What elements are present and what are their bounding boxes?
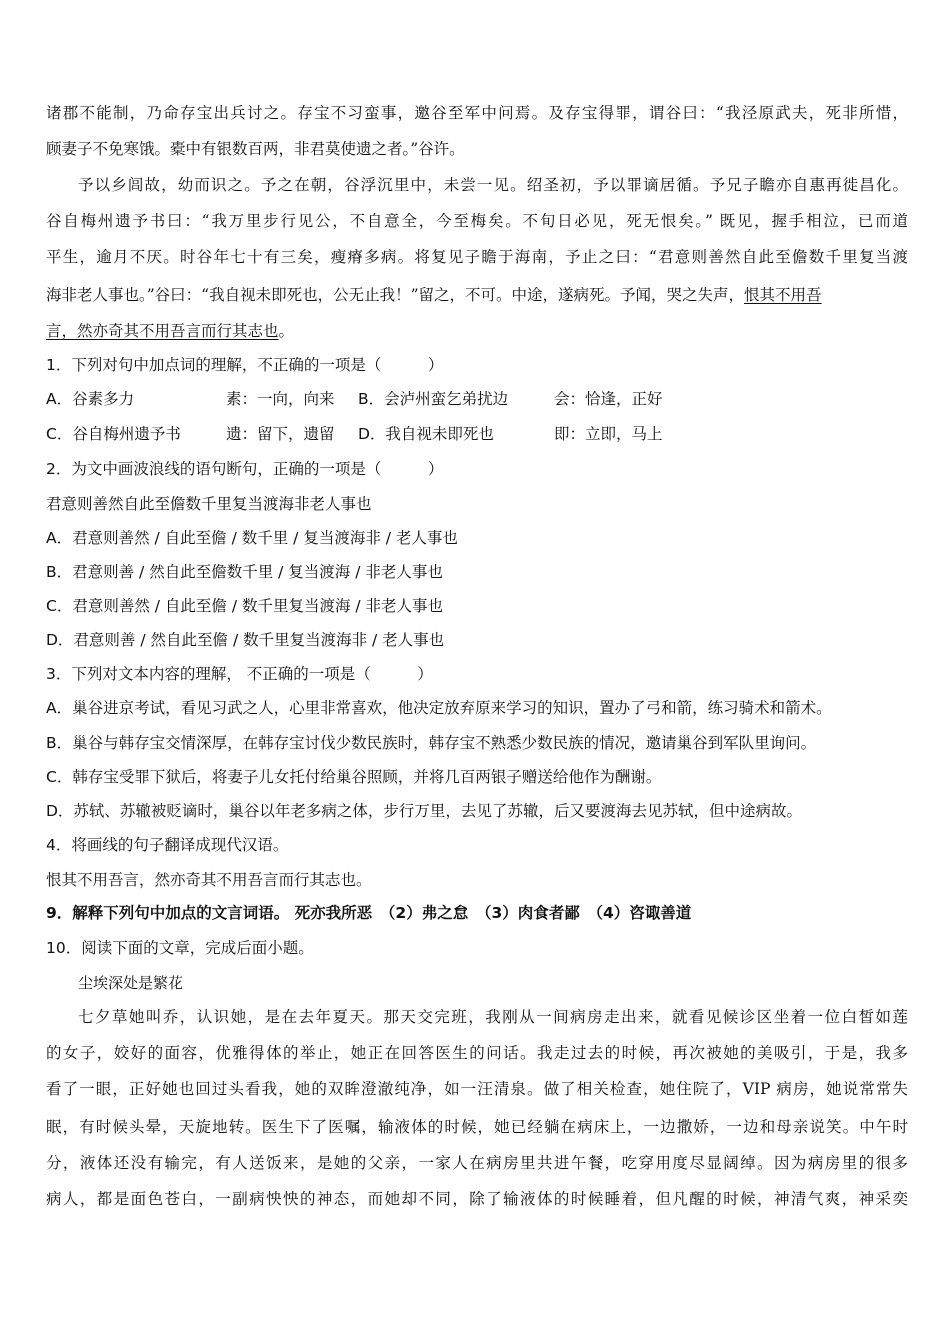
article-line-1: 七夕草她叫乔，认识她，是在去年夏天。那天交完班，我刚从一间病房走出来，就看见候诊区坐着一位白皙如莲 <box>78 1008 908 1026</box>
passage-line-6-text: 海非老人事也。”谷曰：“我自视未即死也，公无止我！”留之，不可。中途，遂病死。予闻，哭之失声， <box>46 286 745 304</box>
q1-options-cd <box>46 424 908 444</box>
q2-option-a: A．君意则善然 / 自此至儋 / 数千里 / 复当渡海非 / 老人事也 <box>46 529 458 547</box>
q3-option-d: D．苏轼、苏辙被贬谪时，巢谷以年老多病之体，步行万里，去见了苏辙，后又要渡海去见苏轼，但中途病故。 <box>46 802 802 820</box>
article-line-4: 眠，有时候头晕，天旋地转。医生下了医嘱，输液体的时候，她已经躺在病床上，一边撒娇，一边和母亲说笑。中午时 <box>46 1118 908 1136</box>
article-line-3: 看了一眼，正好她也回过头看我，她的双眸澄澈纯净，如一汪清泉。做了相关检查，她住院了，VIP 病房，她说常常失 <box>46 1080 908 1098</box>
passage-line-4: 谷自梅州遗予书曰：“我万里步行见公，不自意全，今至梅矣。不旬日必见，死无恨矣。” 既见，握手相泣，已而道 <box>46 212 908 230</box>
article-line-6: 病人，都是面色苍白，一副病怏怏的神态，而她却不同，除了输液体的时候睡着，但凡醒的时候，神清气爽，神采奕 <box>46 1190 908 1208</box>
q2-stem: 2．为文中画波浪线的语句断句，正确的一项是（ ） <box>46 460 444 478</box>
q1-option-a: A．谷素多力 <box>46 390 135 408</box>
passage-line-5: 平生，逾月不厌。时谷年七十有三矣，瘦瘠多病。将复见子瞻于海南，予止之曰：“君意则善然自此至儋数千里复当渡 <box>46 248 908 266</box>
q9-stem: 9．解释下列句中加点的文言词语。 死亦我所恶 （2）弗之怠 （3）肉食者鄙 （4）咨诹善道 <box>46 904 692 922</box>
q3-stem: 3．下列对文本内容的理解， 不正确的一项是（ ） <box>46 665 433 683</box>
article-title: 尘埃深处是繁花 <box>78 974 184 992</box>
q1-option-b: B．会泸州蛮乞弟扰边 <box>358 390 509 408</box>
q2-option-d: D．君意则善 / 然自此至儋 / 数千里复当渡海非 / 老人事也 <box>46 631 445 649</box>
article-line-2: 的女子，姣好的面容，优雅得体的举止，她正在回答医生的问话。我走过去的时候，再次被她的美吸引，于是，我多 <box>46 1044 908 1062</box>
q3-option-a: A．巢谷进京考试，看见习武之人，心里非常喜欢，他决定放弃原来学习的知识，置办了弓和箭，练习骑术和箭术。 <box>46 699 832 717</box>
q1-option-d: D．我自视未即死也 <box>358 425 494 443</box>
q1-option-d-gloss: 即：立即，马上 <box>554 425 663 443</box>
q4-sentence: 恨其不用吾言，然亦奇其不用吾言而行其志也。 <box>46 871 372 889</box>
q1-stem: 1．下列对句中加点词的理解，不正确的一项是（ ） <box>46 356 444 374</box>
passage-line-1: 诸郡不能制，乃命存宝出兵讨之。存宝不习蛮事，邀谷至军中问焉。及存宝得罪，谓谷曰：“我泾原武夫，死非所惜， <box>46 104 908 122</box>
q2-option-b: B．君意则善 / 然自此至儋数千里 / 复当渡海 / 非老人事也 <box>46 563 443 581</box>
passage-line-7 <box>46 321 908 341</box>
q4-stem: 4．将画线的句子翻译成现代汉语。 <box>46 836 289 854</box>
q2-sentence: 君意则善然自此至儋数千里复当渡海非老人事也 <box>46 495 372 513</box>
q1-option-c: C．谷自梅州遗予书 <box>46 425 181 443</box>
passage-line-6 <box>46 285 908 305</box>
q1-option-c-gloss: 遗：留下，遗留 <box>226 425 335 443</box>
q2-option-c: C．君意则善然 / 自此至儋 / 数千里复当渡海 / 非老人事也 <box>46 597 444 615</box>
q3-option-c: C．韩存宝受罪下狱后，将妻子儿女托付给巢谷照顾，并将几百两银子赠送给他作为酬谢。 <box>46 768 662 786</box>
q1-options-ab <box>46 389 908 409</box>
passage-line-2: 顾妻子不免寒饿。橐中有银数百两，非君莫使遗之者。”谷许。 <box>46 140 465 158</box>
passage-line-3: 予以乡闾故，幼而识之。予之在朝，谷浮沉里中，未尝一见。绍圣初，予以罪谪居循。予兄子瞻亦自惠再徙昌化。 <box>78 176 908 194</box>
underlined-sentence-start: 恨其不用吾 <box>744 286 822 304</box>
q10-stem: 10．阅读下面的文章，完成后面小题。 <box>46 939 314 957</box>
passage-line-7-end: 。 <box>278 322 295 340</box>
q1-option-b-gloss: 会：恰逢，正好 <box>554 390 663 408</box>
q3-option-b: B．巢谷与韩存宝交情深厚，在韩存宝讨伐少数民族时，韩存宝不熟悉少数民族的情况，邀请巢谷到军队里询问。 <box>46 734 817 752</box>
article-line-5: 分，液体还没有输完，有人送饭来，是她的父亲，一家人在病房里共进午餐，吃穿用度尽显阔绰。因为病房里的很多 <box>46 1154 908 1172</box>
underlined-sentence-end: 言，然亦奇其不用吾言而行其志也 <box>46 322 279 340</box>
q1-option-a-gloss: 素：一向，向来 <box>226 390 335 408</box>
